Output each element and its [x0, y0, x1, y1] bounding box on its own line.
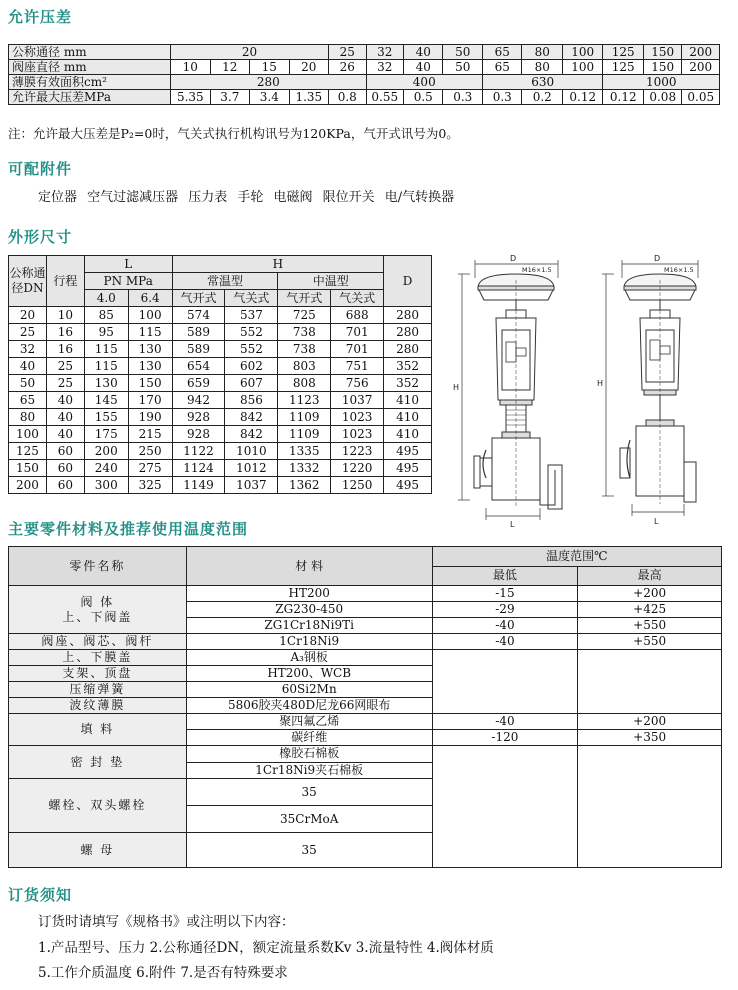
part-seat-plug-stem: 阀座、阀芯、阀杆: [9, 634, 187, 650]
dim-cell: 808: [278, 375, 331, 392]
cell: 32: [366, 60, 403, 75]
temp-max: +200: [578, 586, 722, 602]
dim-cell: 751: [331, 358, 384, 375]
cell: 3.4: [250, 90, 290, 105]
cell: 125: [603, 45, 644, 60]
section-title-pressure: 允许压差: [8, 8, 73, 26]
dim-cell: 275: [128, 460, 172, 477]
temp-min: -120: [432, 730, 578, 746]
header-temp-min: 最低: [432, 566, 578, 586]
dim-cell: 1250: [331, 477, 384, 494]
material: 35: [186, 779, 432, 806]
material: HT200、WCB: [186, 666, 432, 682]
dim-row: [9, 426, 432, 443]
cell: 0.05: [682, 90, 720, 105]
dim-cell: 688: [331, 307, 384, 324]
dim-cell: 574: [172, 307, 225, 324]
label-l: L: [510, 520, 515, 529]
part-nut: 螺 母: [9, 833, 187, 868]
cell: 40: [403, 45, 443, 60]
section-title-ordering: 订货须知: [8, 886, 73, 904]
dim-cell: 1010: [225, 443, 278, 460]
temp-max-blank: [578, 746, 722, 868]
dim-cell: 25: [9, 324, 47, 341]
dim-cell: 100: [128, 307, 172, 324]
header-temp-max: 最高: [578, 566, 722, 586]
dim-cell: 170: [128, 392, 172, 409]
dim-cell: 1223: [331, 443, 384, 460]
dim-cell: 1122: [172, 443, 225, 460]
dim-cell: 280: [384, 324, 432, 341]
dim-cell: 16: [46, 324, 84, 341]
header-air-open: 气开式: [278, 290, 331, 307]
dim-cell: 150: [128, 375, 172, 392]
cell: 10: [171, 60, 211, 75]
row-label: 薄膜有效面积cm²: [9, 75, 171, 90]
dim-cell: 552: [225, 324, 278, 341]
cell: 0.5: [403, 90, 443, 105]
dim-cell: 803: [278, 358, 331, 375]
cell: 20: [289, 60, 329, 75]
header-pn: PN MPa: [84, 273, 172, 290]
dim-cell: 1335: [278, 443, 331, 460]
header-pn-4: 4.0: [84, 290, 128, 307]
dim-cell: 240: [84, 460, 128, 477]
dim-cell: 1332: [278, 460, 331, 477]
pressure-row-area: [9, 75, 720, 90]
dim-cell: 589: [172, 341, 225, 358]
dim-cell: 40: [46, 426, 84, 443]
dim-cell: 50: [9, 375, 47, 392]
label-h: H: [453, 383, 460, 392]
temp-min: -40: [432, 618, 578, 634]
label-h: H: [597, 379, 604, 388]
dim-cell: 65: [9, 392, 47, 409]
cell: 5.35: [171, 90, 211, 105]
dim-cell: 1362: [278, 477, 331, 494]
part-body-bonnet: [9, 586, 187, 634]
dim-cell: 20: [9, 307, 47, 324]
dim-cell: 16: [46, 341, 84, 358]
dim-cell: 537: [225, 307, 278, 324]
dim-cell: 589: [172, 324, 225, 341]
dim-header-row-1: [9, 256, 432, 273]
dim-cell: 1124: [172, 460, 225, 477]
dim-row: [9, 307, 432, 324]
dim-cell: 115: [84, 341, 128, 358]
materials-table: [8, 546, 722, 868]
part-body: 阀 体: [80, 594, 115, 609]
material: 碳纤维: [186, 730, 432, 746]
cell: 150: [643, 45, 681, 60]
part-support: 支架、顶盘: [9, 666, 187, 682]
dim-cell: 928: [172, 426, 225, 443]
order-intro: 订货时请填写《规格书》或注明以下内容：: [38, 914, 295, 930]
label-thread: M16×1.5: [522, 266, 552, 274]
part-packing: 填 料: [9, 714, 187, 746]
dim-cell: 25: [46, 375, 84, 392]
dim-cell: 125: [9, 443, 47, 460]
dim-cell: 280: [384, 341, 432, 358]
dim-cell: 1023: [331, 409, 384, 426]
material: 60Si2Mn: [186, 682, 432, 698]
material: 聚四氟乙烯: [186, 714, 432, 730]
accessories-list: 定位器 空气过滤减压器 压力表 手轮 电磁阀 限位开关 电/气转换器: [38, 190, 455, 205]
part-diaphragm: 波纹薄膜: [9, 698, 187, 714]
cell: 65: [482, 60, 522, 75]
cell: 200: [682, 60, 720, 75]
dim-cell: 215: [128, 426, 172, 443]
section-title-materials: 主要零件材料及推荐使用温度范围: [8, 520, 249, 538]
cell: 0.3: [482, 90, 522, 105]
cell: 0.55: [366, 90, 403, 105]
cell: 32: [366, 45, 403, 60]
dim-row: [9, 341, 432, 358]
dim-cell: 40: [46, 392, 84, 409]
cell: 125: [603, 60, 644, 75]
pressure-table: [8, 44, 720, 105]
dim-cell: 1037: [331, 392, 384, 409]
cell: 26: [329, 60, 366, 75]
dim-row: [9, 375, 432, 392]
temp-max: +425: [578, 602, 722, 618]
material: 1Cr18Ni9夹石棉板: [186, 762, 432, 779]
header-air-close: 气关式: [331, 290, 384, 307]
dim-cell: 40: [9, 358, 47, 375]
dim-cell: 80: [9, 409, 47, 426]
label-thread: M16×1.5: [664, 266, 694, 274]
cell: 1000: [603, 75, 720, 90]
dim-cell: 300: [84, 477, 128, 494]
dim-cell: 1220: [331, 460, 384, 477]
material: ZG1Cr18Ni9Ti: [186, 618, 432, 634]
temp-max: +550: [578, 618, 722, 634]
cell: 3.7: [210, 90, 250, 105]
label-l: L: [654, 517, 659, 526]
dim-cell: 352: [384, 358, 432, 375]
mat-row: [9, 586, 722, 602]
cell: 100: [562, 45, 603, 60]
header-stroke: 行程: [46, 256, 84, 307]
mat-row: [9, 714, 722, 730]
order-items-2: 5.工作介质温度 6.附件 7.是否有特殊要求: [38, 965, 288, 981]
dim-cell: 1023: [331, 426, 384, 443]
header-air-open: 气开式: [172, 290, 225, 307]
dim-cell: 60: [46, 460, 84, 477]
section-title-dimensions: 外形尺寸: [8, 228, 73, 246]
dim-row: [9, 392, 432, 409]
header-temp-range: 温度范围℃: [432, 547, 721, 567]
dim-cell: 738: [278, 341, 331, 358]
row-label: 公称通径 mm: [9, 45, 171, 60]
dim-cell: 842: [225, 409, 278, 426]
dim-cell: 200: [84, 443, 128, 460]
temp-max-blank: [578, 650, 722, 714]
header-dn: 公称通径DN: [9, 256, 47, 307]
dim-cell: 607: [225, 375, 278, 392]
dim-cell: 352: [384, 375, 432, 392]
row-label: 阀座直径 mm: [9, 60, 171, 75]
dim-cell: 175: [84, 426, 128, 443]
dim-cell: 32: [9, 341, 47, 358]
temp-min: -40: [432, 714, 578, 730]
header-h: H: [172, 256, 384, 273]
cell: 0.3: [443, 90, 483, 105]
cell: 50: [443, 45, 483, 60]
dim-cell: 602: [225, 358, 278, 375]
dim-cell: 200: [9, 477, 47, 494]
dim-cell: 495: [384, 443, 432, 460]
section-title-accessories: 可配附件: [8, 160, 73, 178]
dim-cell: 280: [384, 307, 432, 324]
header-l: L: [84, 256, 172, 273]
temp-max: +550: [578, 634, 722, 650]
dim-row: [9, 460, 432, 477]
part-gasket: 密 封 垫: [9, 746, 187, 779]
dim-cell: 701: [331, 341, 384, 358]
dimension-table-body: [9, 307, 432, 494]
dim-cell: 738: [278, 324, 331, 341]
dimension-table: [8, 255, 432, 494]
dim-cell: 60: [46, 443, 84, 460]
cell: 80: [522, 45, 563, 60]
dim-cell: 842: [225, 426, 278, 443]
dim-cell: 1012: [225, 460, 278, 477]
pressure-row-seat: [9, 60, 720, 75]
dim-cell: 130: [128, 341, 172, 358]
pressure-note: 注：允许最大压差是P₂=0时，气关式执行机构讯号为120KPa，气开式讯号为0。: [8, 126, 459, 141]
dim-row: [9, 358, 432, 375]
dim-cell: 725: [278, 307, 331, 324]
temp-max: +350: [578, 730, 722, 746]
dim-cell: 856: [225, 392, 278, 409]
cell: 80: [522, 60, 563, 75]
part-bonnet: 上、下阀盖: [62, 609, 133, 624]
temp-min: -40: [432, 634, 578, 650]
dim-cell: 100: [9, 426, 47, 443]
dim-cell: 95: [84, 324, 128, 341]
temp-min: -29: [432, 602, 578, 618]
dim-cell: 10: [46, 307, 84, 324]
cell: 15: [250, 60, 290, 75]
cell: 40: [403, 60, 443, 75]
dim-cell: 654: [172, 358, 225, 375]
cell: 280: [171, 75, 366, 90]
dim-cell: 1109: [278, 426, 331, 443]
header-material: 材 料: [186, 547, 432, 586]
dim-cell: 1149: [172, 477, 225, 494]
dim-row: [9, 324, 432, 341]
mat-header-row-1: [9, 547, 722, 567]
dim-cell: 60: [46, 477, 84, 494]
header-part-name: 零件名称: [9, 547, 187, 586]
dim-cell: 115: [84, 358, 128, 375]
temp-max: +200: [578, 714, 722, 730]
temp-min-blank: [432, 746, 578, 868]
dim-cell: 115: [128, 324, 172, 341]
part-spring: 压缩弹簧: [9, 682, 187, 698]
header-pn-6: 6.4: [128, 290, 172, 307]
pressure-row-dn: [9, 45, 720, 60]
dim-cell: 130: [84, 375, 128, 392]
cell: 1.35: [289, 90, 329, 105]
dim-cell: 701: [331, 324, 384, 341]
dim-cell: 942: [172, 392, 225, 409]
dim-cell: 410: [384, 409, 432, 426]
material: 35: [186, 833, 432, 868]
mat-row: [9, 650, 722, 666]
cell: 0.12: [603, 90, 644, 105]
dim-cell: 150: [9, 460, 47, 477]
material: ZG230-450: [186, 602, 432, 618]
dim-cell: 25: [46, 358, 84, 375]
dim-cell: 1037: [225, 477, 278, 494]
material: 35CrMoA: [186, 806, 432, 833]
material: 5806胶夹480D尼龙66网眼布: [186, 698, 432, 714]
header-normal-temp: 常温型: [172, 273, 278, 290]
cell: 150: [643, 60, 681, 75]
header-mid-temp: 中温型: [278, 273, 384, 290]
material: A₃钢板: [186, 650, 432, 666]
material: 1Cr18Ni9: [186, 634, 432, 650]
dim-cell: 1123: [278, 392, 331, 409]
mat-row: [9, 634, 722, 650]
dim-cell: 659: [172, 375, 225, 392]
dim-cell: 145: [84, 392, 128, 409]
dim-cell: 190: [128, 409, 172, 426]
row-label: 允许最大压差MPa: [9, 90, 171, 105]
dim-cell: 410: [384, 392, 432, 409]
label-d: D: [654, 254, 661, 263]
cell: 25: [329, 45, 366, 60]
cell: 0.12: [562, 90, 603, 105]
dim-cell: 130: [128, 358, 172, 375]
order-items-1: 1.产品型号、压力 2.公称通径DN，额定流量系数Kv 3.流量特性 4.阀体材质: [38, 940, 494, 956]
cell: 0.8: [329, 90, 366, 105]
material: 橡胶石棉板: [186, 746, 432, 763]
dim-cell: 250: [128, 443, 172, 460]
temp-min: -15: [432, 586, 578, 602]
header-d: D: [384, 256, 432, 307]
cell: 0.2: [522, 90, 563, 105]
mat-row: [9, 746, 722, 763]
cell: 50: [443, 60, 483, 75]
dim-row: [9, 409, 432, 426]
cell: 630: [482, 75, 603, 90]
part-bolt: 螺栓、双头螺栓: [9, 779, 187, 833]
dim-cell: 40: [46, 409, 84, 426]
label-d: D: [510, 254, 517, 263]
temp-min-blank: [432, 650, 578, 714]
cell: 400: [366, 75, 482, 90]
dim-cell: 928: [172, 409, 225, 426]
valve-drawing-right: [597, 254, 698, 526]
cell: 12: [210, 60, 250, 75]
dim-cell: 85: [84, 307, 128, 324]
cell: 0.08: [643, 90, 681, 105]
dim-cell: 410: [384, 426, 432, 443]
material: HT200: [186, 586, 432, 602]
header-air-close: 气关式: [225, 290, 278, 307]
pressure-row-dp: [9, 90, 720, 105]
dim-row: [9, 443, 432, 460]
dim-cell: 325: [128, 477, 172, 494]
cell: 200: [682, 45, 720, 60]
valve-outline-drawing: [440, 250, 730, 535]
part-diaphragm-cover: 上、下膜盖: [9, 650, 187, 666]
dim-row: [9, 477, 432, 494]
dim-cell: 155: [84, 409, 128, 426]
dim-cell: 756: [331, 375, 384, 392]
dim-cell: 495: [384, 477, 432, 494]
cell: 65: [482, 45, 522, 60]
dim-cell: 1109: [278, 409, 331, 426]
valve-drawing-left: [453, 254, 562, 529]
dim-cell: 495: [384, 460, 432, 477]
cell: 20: [171, 45, 329, 60]
dim-cell: 552: [225, 341, 278, 358]
cell: 100: [562, 60, 603, 75]
